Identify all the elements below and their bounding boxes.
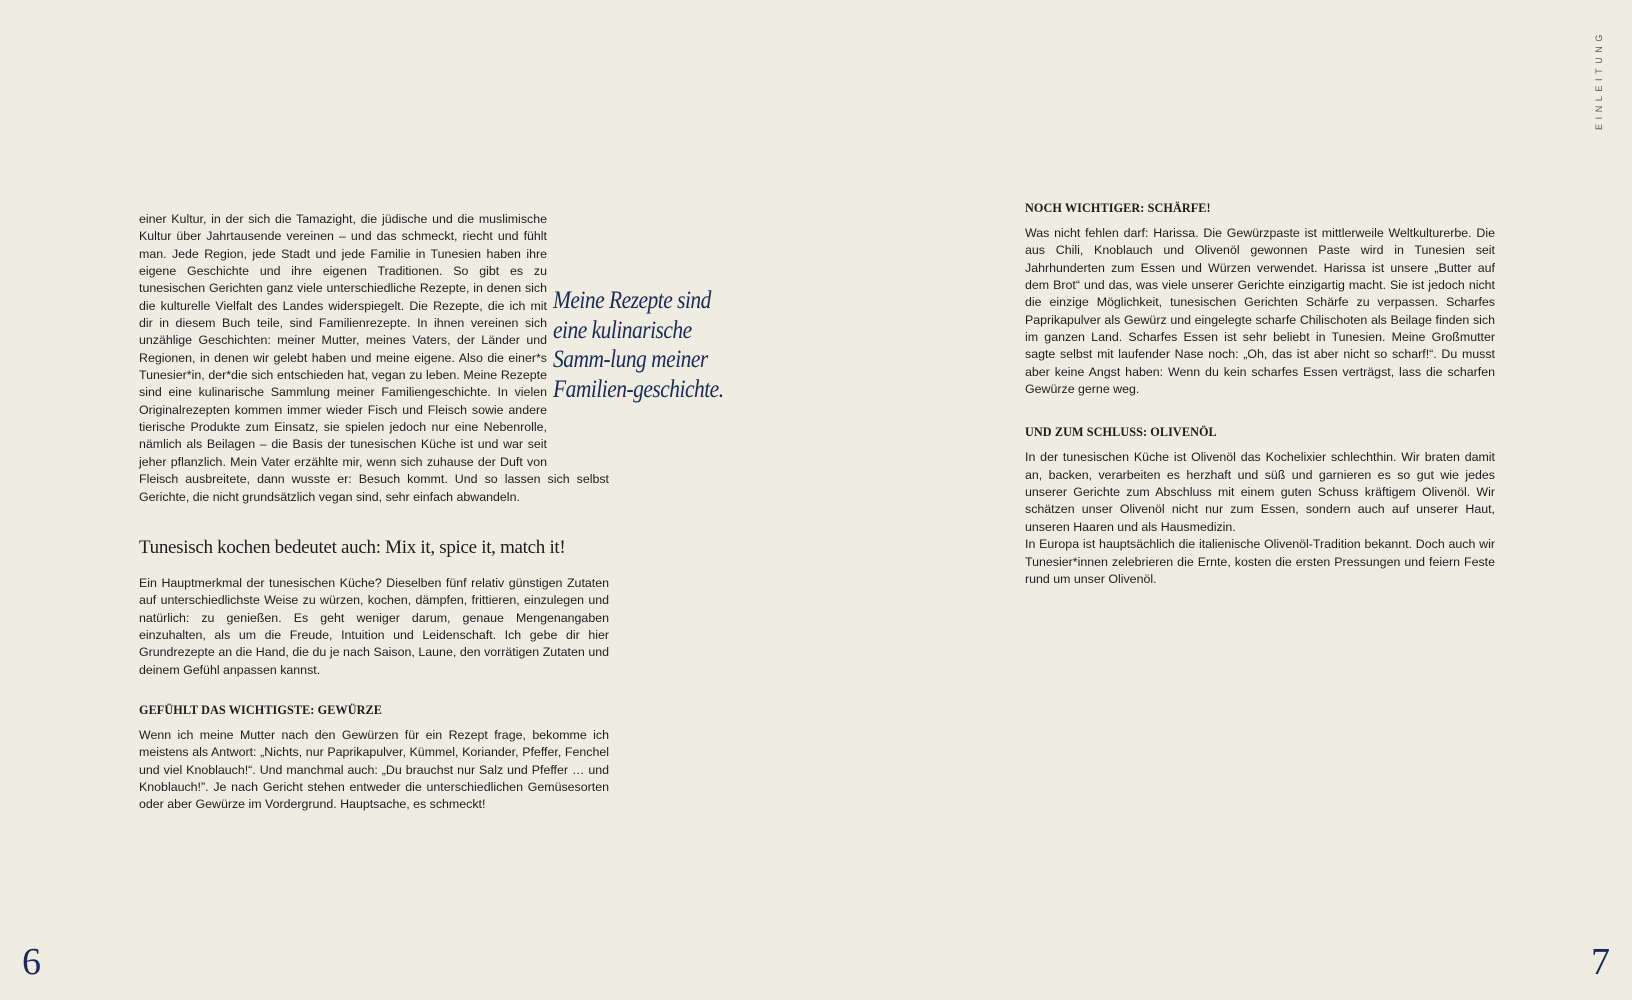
intro-paragraph-wrap	[139, 211, 609, 506]
page-number-left: 6	[22, 941, 41, 983]
pull-quote: Meine Rezepte sind eine kulinarische Samm-lung meiner Familien-geschichte.	[553, 287, 724, 403]
heat-subheading: NOCH WICHTIGER: SCHÄRFE!	[1025, 201, 1211, 215]
olive-oil-subheading: UND ZUM SCHLUSS: OLIVENÖL	[1025, 425, 1217, 440]
left-column	[139, 211, 609, 814]
section-heading: Tunesisch kochen bedeutet auch: Mix it, spice it, match it!	[139, 536, 566, 558]
spices-paragraph: Wenn ich meine Mutter nach den Gewürzen für ein Rezept frage, bekomme ich meistens als Antwort: „Nichts, nur Paprikapulver, Kümmel, Koriander, Pfeffer, Fenchel und viel Knoblauch!“. Und manchmal auch: „Du brauchst nur Salz und Pfeffer … und Knoblauch!”. Je nach Gericht stehen entweder die unterschiedlichen Gemüsesorten oder aber Gewürze im Vordergrund. Hauptsache, es schmeckt!	[139, 727, 609, 812]
olive-oil-paragraph: In der tunesischen Küche ist Olivenöl das Kochelixier schlechthin. Wir braten damit an, backen, verarbeiten es herzhaft und süß und garnieren es so gut wie jedes unserer Gerichte zum Abschluss mit einem guten Schuss kräftigem Olivenöl. Wir schätzen unser Olivenöl nicht nur zum Essen, sondern auch auf unserer Haut, unseren Haaren und als Hausmedizin.	[1025, 450, 1495, 534]
olive-oil-paragraph-2: In Europa ist hauptsächlich die italienische Olivenöl-Tradition bekannt. Doch auch wir Tunesier*innen zelebrieren die Ernte, kosten die ersten Pressungen und feiern Feste rund um unser Olivenöl.	[1025, 537, 1495, 586]
page-number-right: 7	[1591, 941, 1610, 983]
spice-paragraph: Ein Hauptmerkmal der tunesischen Küche? Dieselben fünf relativ günstigen Zutaten auf unterschiedlichste Weise zu würzen, kochen, dämpfen, frittieren, einzulegen und natürlich: zu genießen. Es geht weniger darum, genaue Mengenangaben einzuhalten, als um die Freude, Intuition und Leidenschaft. Ich gebe dir hier Grundrezepte an die Hand, die du je nach Saison, Laune, den vorrätigen Zutaten und deinem Gefühl anpassen kannst.	[139, 575, 609, 677]
right-column	[1025, 200, 1495, 588]
spices-subheading: GEFÜHLT DAS WICHTIGSTE: GEWÜRZE	[139, 702, 382, 717]
intro-paragraph: einer Kultur, in der sich die Tamazight, die jüdische und die muslimische Kultur über Jahrtausende vereinen – und das schmeckt, riecht und fühlt man. Jede Region, jede Stadt und jede Familie in Tunesien haben ihre eigene Geschichte und ihre eigenen Traditionen. So gibt es zu tunesischen Gerichten ganz viele unterschiedliche Rezepte, in denen sich die kulturelle Vielfalt des Landes widerspiegelt. Die Rezepte, die ich mit dir in diesem Buch teile, sind Familienrezepte. In ihnen vereinen sich unzählige Geschichten: meiner Mutter, meines Vaters, der Länder und Regionen, in denen wir gelebt haben und meine eigene. Also die einer*s Tunesier*in, der*die sich entschieden hat, vegan zu leben. Meine Rezepte sind eine kulinarische Sammlung meiner Familiengeschichte. In vielen Originalrezepten kommen immer wieder Fisch und Fleisch sowie andere tierische Produkte zum Einsatz, sie spielen jedoch nur eine Nebenrolle, nämlich als Beilagen – die Basis der tunesischen Küche ist und war seit jeher pflanzlich. Mein Vater erzählte mir, wenn sich zuhause der Duft von Fleisch ausbreitete, dann wusste er: Besuch kommt. Und so lassen sich selbst Gerichte, die nicht grundsätzlich vegan sind, sehr einfach abwandeln.	[139, 212, 609, 504]
heat-paragraph: Was nicht fehlen darf: Harissa. Die Gewürzpaste ist mittlerweile Weltkulturerbe. Die aus Chili, Knoblauch und Olivenöl gewonnen Paste wird in Tunesien seit Jahrhunderten zum Essen und Würzen verwendet. Harissa ist unsere „Butter auf dem Brot“ und das, was viele unserer Gerichte einzigartig macht. Sie ist jedoch nicht die einzige Möglichkeit, tunesischen Gerichten Schärfe zu verpassen. Scharfes Paprikapulver als Gewürz und eingelegte scharfe Chilischoten als Beilage finden sich im ganzen Land. Scharfes Essen ist sehr beliebt in Tunesien. Meine Großmutter sagte selbst mit laufender Nase noch: „Oh, das ist aber nicht so scharf!“. Du musst aber keine Angst haben: Wenn du kein scharfes Essen verträgst, lass die scharfen Gewürze gerne weg.	[1025, 226, 1495, 397]
running-head: EINLEITUNG	[1594, 30, 1604, 131]
